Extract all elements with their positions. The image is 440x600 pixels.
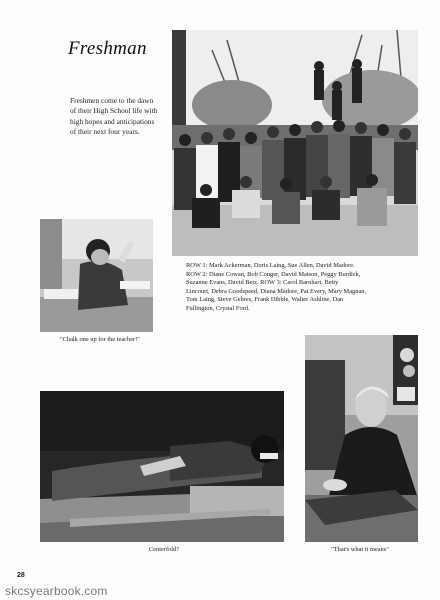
page-title: Freshman <box>68 38 147 59</box>
page-number: 28 <box>17 572 25 579</box>
group-caption-row: Lincourt, Debra Goodspeed, Diana Madore, Pat Every, Mary Magnan, <box>186 287 367 295</box>
group-photo <box>172 30 418 256</box>
group-caption-row: Fullington, Crystal Ford. <box>186 304 250 312</box>
intro-text: Freshmen come to the dawn of their High School life with high hopes and anticipations of their next four years. <box>70 96 158 136</box>
chalk-caption: "Chalk one up for the teacher!" <box>60 336 140 343</box>
group-caption-row: ROW 2: Diane Cowan, Bob Conger, David Matson, Peggy Burdick, <box>186 270 361 278</box>
thats-caption: "That's what it means" <box>331 546 389 553</box>
centerfold-photo <box>40 391 284 542</box>
group-caption-row: ROW 1: Mark Ackerman, Doris Laing, Sue Allen, David Madore. <box>186 262 355 269</box>
group-caption-row: Suzanne Evans, David Betz. ROW 3: Carol Barnhart, Betty <box>186 279 339 287</box>
watermark: skcsyearbook.com <box>5 584 108 598</box>
thats-photo <box>305 335 418 542</box>
group-caption-row: Tom Laing, Steve Gehres, Frank Dibble, Walter Ashline, Dan <box>186 296 344 304</box>
group-caption <box>186 262 426 314</box>
chalk-photo <box>40 219 153 332</box>
centerfold-caption: Centerfold? <box>148 546 180 553</box>
